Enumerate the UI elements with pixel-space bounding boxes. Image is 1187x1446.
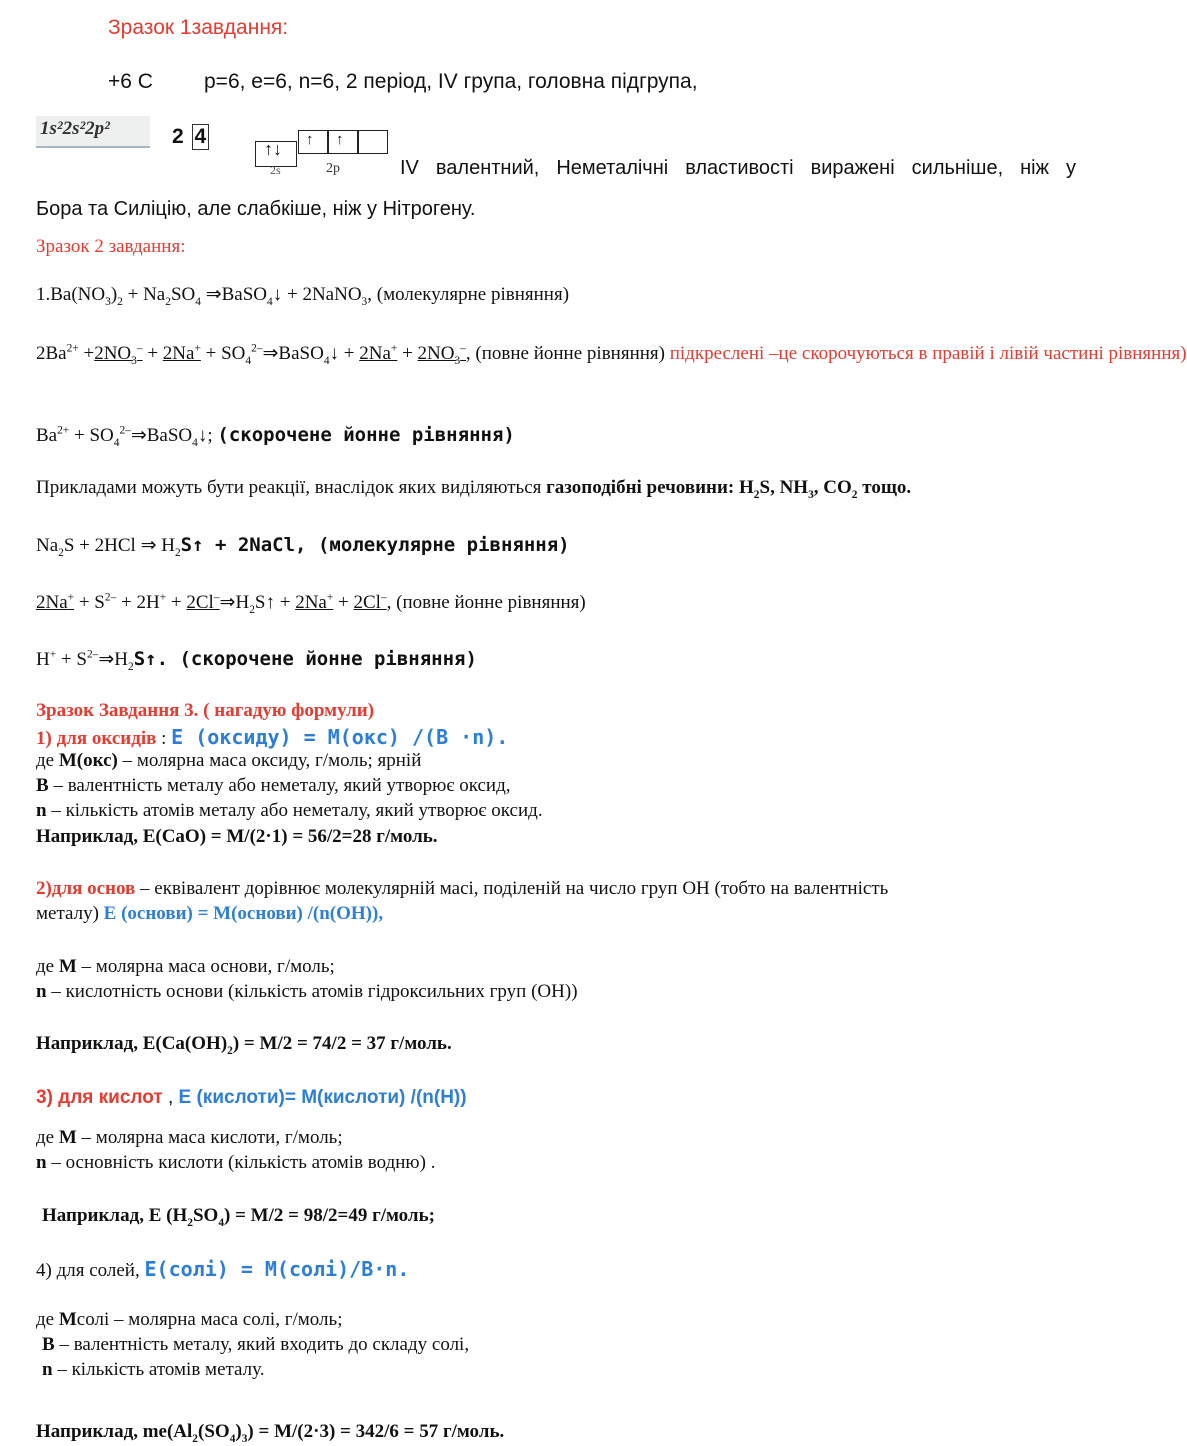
salts-line bbox=[36, 1257, 409, 1282]
m-symbol: М bbox=[58, 956, 77, 977]
acids-m-def bbox=[36, 1127, 343, 1149]
equation-1: $1.Ba(NO_3)_2 + Na_2SO_4$ ⇒BaSO$_4$↓ + 2NaNO$_3$, (молекулярне рівняння) bbox=[36, 284, 570, 308]
equation-6-tag: (скорочене йонне рівняння) bbox=[179, 648, 477, 670]
gas-intro-text: Прикладами можуть бути реакції, внаслідок яких виділяються bbox=[36, 477, 542, 498]
oxides-b-text: – валентність металу або неметалу, який утворює оксид, bbox=[53, 775, 511, 796]
salts-m-text: солі – молярна маса солі, г/моль; bbox=[76, 1309, 343, 1330]
orbital-2p-box-3 bbox=[358, 130, 388, 154]
bases-example: Наприклад, $E(Ca(OH)_2) = M/2 = 74/2 = 37$ г/моль. bbox=[36, 1033, 452, 1057]
salts-b-text: – валентність металу, який входить до складу солі, bbox=[59, 1334, 470, 1355]
orbital-2p-arrow-2: ↑ bbox=[336, 131, 344, 148]
orbital-2p-label: 2p bbox=[326, 161, 340, 176]
properties-line-2: Бора та Силіцію, але слабкіше, ніж у Нітрогену. bbox=[36, 198, 476, 220]
acids-n-def bbox=[36, 1152, 435, 1174]
shell-count-left: 2 bbox=[172, 125, 184, 148]
bases-m-text: – молярна маса основи, г/моль; bbox=[81, 956, 335, 977]
bases-label: 2)для основ bbox=[36, 878, 136, 899]
task2-heading: Зразок 2 завдання: bbox=[36, 236, 186, 257]
m-symbol: М bbox=[58, 1309, 77, 1330]
salts-m-def bbox=[36, 1309, 342, 1331]
de-word: де bbox=[36, 750, 55, 771]
acids-formula: Е (кислоти)= М(кислоти) /(n(H)) bbox=[178, 1087, 467, 1108]
bases-text-2: металу) bbox=[36, 903, 99, 924]
gas-intro-bold: газоподібні речовини: bbox=[546, 477, 735, 498]
acids-n-text: – основність кислоти (кількість атомів водню) . bbox=[51, 1152, 436, 1173]
n-symbol: n bbox=[36, 981, 47, 1002]
shell-diagram bbox=[172, 124, 209, 150]
salts-example: Наприклад, $me(Al_2(SO_4)_3) = M/(2\cdot 3) = 342/6 = 57$ г/моль. bbox=[36, 1421, 505, 1445]
oxides-label: 1) для оксидів bbox=[36, 728, 157, 749]
equation-2: $2Ba^{2+} +2NO_3^- + 2Na^+$ + $SO_4^{2-}\Rightarrow BaSO_4↓ + 2Na^+ + 2NO_3^-$, (повне йонне рівняння) підкреслені –це скорочуються в правій і лівій частині рівняння) bbox=[36, 342, 1187, 367]
acids-line: 3) для кислот , Е (кислоти)= М(кислоти) /(n(H)) bbox=[36, 1087, 467, 1108]
acids-label: 3) для кислот bbox=[36, 1087, 163, 1108]
gas-intro: Прикладами можуть бути реакції, внаслідок яких виділяються газоподібні речовини: $H_2S$, $NH_3$, $CO_2$ тощо. bbox=[36, 477, 912, 501]
equation-1-tag: (молекулярне рівняння) bbox=[376, 284, 570, 305]
salts-formula: Е(солі) = М(солі)/В·n. bbox=[144, 1257, 410, 1281]
equation-5: $2Na^+ + S^{2-} + 2H^+$ + $2Cl^-\Rightarrow H_2S↑ + 2Na^+ + 2Cl^-$, (повне йонне рівняння) bbox=[36, 591, 586, 616]
salts-n-def bbox=[42, 1359, 264, 1381]
salts-b-def bbox=[42, 1334, 469, 1356]
task1-heading: Зразок 1завдання: bbox=[108, 16, 289, 39]
equation-2-tag: (повне йонне рівняння) bbox=[475, 343, 665, 364]
acids-example: Наприклад, E $(H_2SO_4) = M/2 = 98/2=49$ г/моль; bbox=[42, 1205, 435, 1229]
orbital-2p-arrow-1: ↑ bbox=[306, 131, 314, 148]
salts-label: 4) для солей, bbox=[36, 1260, 140, 1281]
n-symbol: n bbox=[42, 1359, 53, 1380]
oxides-m-symbol: М(окс) bbox=[58, 750, 118, 771]
oxides-b-def bbox=[36, 775, 511, 797]
oxides-example: Наприклад, E(CaO) = M/(2·1) = 56/2=28 г/моль. bbox=[36, 826, 438, 847]
bases-n-text: – кислотність основи (кількість атомів гідроксильних груп (ОН)) bbox=[51, 981, 578, 1002]
equation-4-tag: (молекулярне рівняння) bbox=[317, 534, 570, 556]
acids-m-text: – молярна маса кислоти, г/моль; bbox=[81, 1127, 343, 1148]
oxides-m-def bbox=[36, 750, 421, 772]
bases-formula: Е (основи) = М(основи) /(n(OH)), bbox=[103, 903, 384, 924]
particle-info: p=6, e=6, n=6, 2 період, IV група, головна підгрупа, bbox=[204, 70, 698, 93]
equation-6: $H^+ + S^{2-}\Rightarrow H_2S↑$. (скорочене йонне рівняння) bbox=[36, 648, 477, 673]
equation-3-tag: (скорочене йонне рівняння) bbox=[217, 424, 515, 446]
bases-n-def bbox=[36, 981, 578, 1003]
bases-text-1: – еквівалент дорівнює молекулярній масі, поділеній на число груп ОН (тобто на валентність bbox=[140, 878, 889, 899]
element-symbol: +6 C bbox=[108, 70, 153, 93]
shell-count-right: 4 bbox=[192, 124, 210, 150]
m-symbol: М bbox=[58, 1127, 77, 1148]
n-symbol: n bbox=[36, 1152, 47, 1173]
oxides-formula: Е (оксиду) = М(окс) /(В ·n). bbox=[171, 725, 509, 749]
n-symbol: n bbox=[36, 800, 47, 821]
oxides-line: 1) для оксидів : Е (оксиду) = М(окс) /(В ·n). bbox=[36, 725, 509, 749]
equation-4: $Na_2S + 2HCl$ ⇒ $H_2S↑$ + 2NaCl, (молекулярне рівняння) bbox=[36, 534, 570, 559]
equation-2-note: підкреслені –це скорочуються в правій і лівій частині рівняння) bbox=[669, 343, 1187, 364]
de-word: де bbox=[36, 1309, 55, 1330]
task3-heading: Зразок Завдання 3. ( нагадую формули) bbox=[36, 700, 375, 721]
oxides-n-text: – кількість атомів металу або неметалу, який утворює оксид. bbox=[51, 800, 543, 821]
bases-m-def bbox=[36, 956, 335, 978]
orbital-2s-label: 2s bbox=[270, 163, 281, 177]
equation-3: $Ba^{2+}$ + $SO_4^{2-}\Rightarrow BaSO_4↓$; (скорочене йонне рівняння) bbox=[36, 424, 515, 449]
bases-line-1 bbox=[36, 878, 888, 900]
properties-line-1: IV валентний, Неметалічні властивості виражені сильніше, ніж у bbox=[400, 157, 1076, 179]
electron-configuration-image: 1s²2s²2p² bbox=[36, 116, 150, 148]
b-symbol: В bbox=[42, 1334, 55, 1355]
b-symbol: В bbox=[36, 775, 49, 796]
equation-5-tag: (повне йонне рівняння) bbox=[396, 592, 586, 613]
salts-n-text: – кількість атомів металу. bbox=[57, 1359, 265, 1380]
gas-intro-end: тощо. bbox=[862, 477, 912, 498]
de-word: де bbox=[36, 1127, 55, 1148]
bases-line-2 bbox=[36, 903, 383, 925]
de-word: де bbox=[36, 956, 55, 977]
orbital-2s-arrows: ↑↓ bbox=[264, 139, 282, 159]
oxides-n-def bbox=[36, 800, 543, 822]
oxides-m-text: – молярна маса оксиду, г/моль; ярній bbox=[122, 750, 422, 771]
